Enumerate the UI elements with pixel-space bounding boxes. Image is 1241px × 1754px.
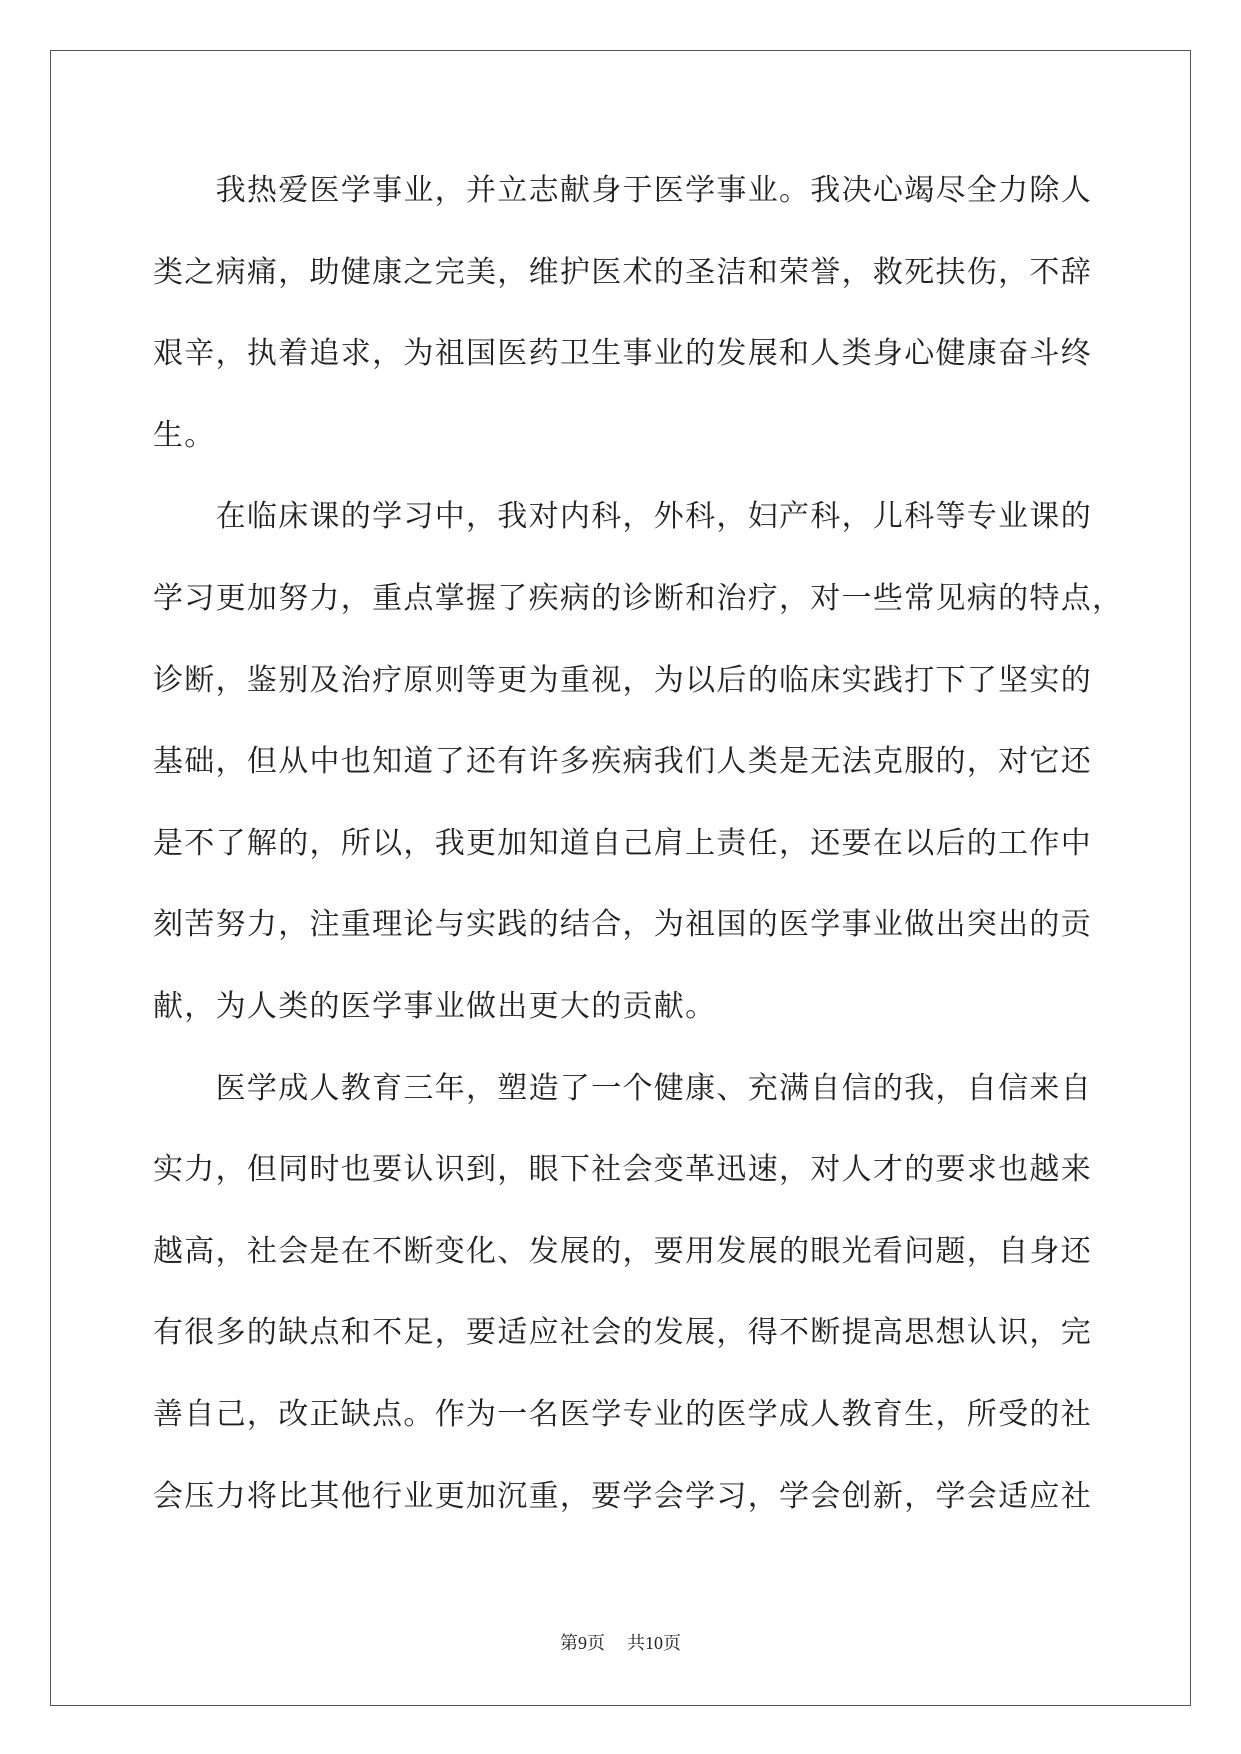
text-line: 刻苦努力，注重理论与实践的结合，为祖国的医学事业做出突出的贡: [153, 907, 1092, 943]
text-line: 有很多的缺点和不足，要适应社会的发展，得不断提高思想认识，完: [153, 1315, 1092, 1351]
text-line: 越高，社会是在不断变化、发展的，要用发展的眼光看问题，自身还: [153, 1233, 1092, 1269]
paragraph: [153, 150, 1153, 476]
text-line: 基础，但从中也知道了还有许多疾病我们人类是无法克服的，对它还: [153, 744, 1092, 780]
page-number-current: 第9页: [560, 1633, 605, 1653]
page-footer: [0, 1630, 1241, 1656]
page-number-total: 共10页: [627, 1633, 681, 1653]
text-line: 善自己，改正缺点。作为一名医学专业的医学成人教育生，所受的社: [153, 1396, 1092, 1432]
paragraph: [153, 476, 1153, 1047]
paragraph: [153, 1048, 1153, 1538]
text-line: 在临床课的学习中，我对内科，外科，妇产科，儿科等专业课的: [215, 499, 1092, 535]
text-line: 诊断，鉴别及治疗原则等更为重视，为以后的临床实践打下了坚实的: [153, 662, 1092, 698]
text-line: 实力，但同时也要认识到，眼下社会变革迅速，对人才的要求也越来: [153, 1152, 1092, 1188]
text-line: 学习更加努力，重点掌握了疾病的诊断和治疗，对一些常见病的特点，: [153, 580, 1124, 616]
document-body: [153, 150, 1153, 1537]
text-line: 类之病痛，助健康之完美，维护医术的圣洁和荣誉，救死扶伤，不辞: [153, 254, 1092, 290]
text-line: 献，为人类的医学事业做出更大的贡献。: [153, 988, 717, 1024]
text-line: 是不了解的，所以，我更加知道自己肩上责任，还要在以后的工作中: [153, 825, 1092, 861]
text-line: 生。: [153, 417, 216, 453]
text-line: 医学成人教育三年，塑造了一个健康、充满自信的我，自信来自: [215, 1070, 1092, 1106]
text-line: 我热爱医学事业，并立志献身于医学事业。我决心竭尽全力除人: [215, 173, 1092, 208]
text-line: 会压力将比其他行业更加沉重，要学会学习，学会创新，学会适应社: [153, 1478, 1092, 1514]
text-line: 艰辛，执着追求，为祖国医药卫生事业的发展和人类身心健康奋斗终: [153, 336, 1092, 372]
